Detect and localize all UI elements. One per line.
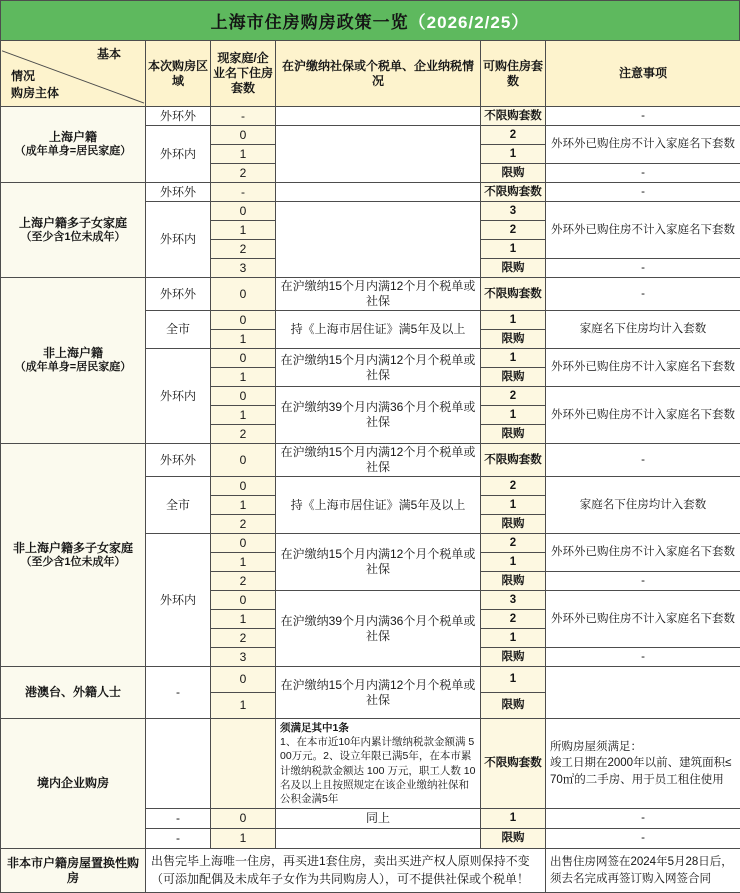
- owned-count-cell: -: [211, 107, 276, 126]
- owned-count-cell: 1: [211, 221, 276, 240]
- owned-count-cell: 1: [211, 610, 276, 629]
- col-header-tax: 在沪缴纳社保或个税单、企业纳税情况: [276, 41, 481, 107]
- tax-cell: 在沪缴纳15个月内满12个月个税单或社保: [276, 444, 481, 477]
- quota-cell: 不限购套数: [481, 278, 546, 311]
- owned-count-cell: 3: [211, 648, 276, 667]
- note-cell: -: [546, 809, 740, 829]
- buyer-type-name: 上海户籍: [3, 130, 143, 145]
- quota-cell: 3: [481, 202, 546, 221]
- tax-cell-empty: [276, 829, 481, 849]
- owned-count-cell: 1: [211, 145, 276, 164]
- page-title: [0, 0, 740, 40]
- quota-cell: 限购: [481, 829, 546, 849]
- quota-cell: 1: [481, 809, 546, 829]
- col-header-notes: 注意事项: [546, 41, 740, 107]
- note-cell: 外环外已购住房不计入家庭名下套数: [546, 349, 740, 387]
- title-date: （2026/2/25）: [409, 8, 530, 33]
- owned-count-cell: 2: [211, 425, 276, 444]
- tax-cell: 在沪缴纳15个月内满12个月个税单或社保: [276, 349, 481, 387]
- note-title: 所购房屋须满足：: [550, 739, 736, 755]
- tax-cell-empty: [276, 183, 481, 202]
- note-cell: -: [546, 107, 740, 126]
- note-cell: 家庭名下住房均计入套数: [546, 311, 740, 349]
- area-cell: -: [146, 667, 211, 719]
- owned-count-cell: 1: [211, 553, 276, 572]
- note-cell: 外环外已购住房不计入家庭名下套数: [546, 387, 740, 444]
- owned-count-cell: 0: [211, 387, 276, 406]
- owned-count-cell: 1: [211, 330, 276, 349]
- owned-count-cell: 2: [211, 164, 276, 183]
- tax-cell-empty: [276, 126, 481, 183]
- buyer-type-qualifier: （成年单身=居民家庭）: [3, 361, 143, 375]
- header-row: [1, 41, 740, 107]
- note-cell: [546, 719, 740, 809]
- area-cell: 外环内: [146, 126, 211, 183]
- note-cell: -: [546, 829, 740, 849]
- note-cell: 家庭名下住房均计入套数: [546, 477, 740, 534]
- quota-cell: 1: [481, 406, 546, 425]
- tax-condition-cell: [276, 719, 481, 809]
- note-cell: 外环外已购住房不计入家庭名下套数: [546, 202, 740, 259]
- quota-cell: 限购: [481, 330, 546, 349]
- area-cell: 外环内: [146, 534, 211, 667]
- quota-cell: 1: [481, 240, 546, 259]
- owned-count-cell: 0: [211, 534, 276, 553]
- quota-cell: 2: [481, 221, 546, 240]
- buyer-type-name: 港澳台、外籍人士: [3, 685, 143, 700]
- title-text: 上海市住房购房政策一览: [211, 8, 409, 33]
- owned-count-cell: 0: [211, 809, 276, 829]
- quota-cell: 2: [481, 126, 546, 145]
- quota-cell: 2: [481, 534, 546, 553]
- quota-cell: 不限购套数: [481, 444, 546, 477]
- tax-cell: 持《上海市居住证》满5年及以上: [276, 477, 481, 534]
- quota-cell: 限购: [481, 515, 546, 534]
- owned-count-cell: 0: [211, 311, 276, 330]
- owned-count-cell: 0: [211, 444, 276, 477]
- owned-count-cell: 2: [211, 515, 276, 534]
- table-row: [1, 183, 740, 202]
- quota-cell: 3: [481, 591, 546, 610]
- buyer-type-cell: [1, 849, 146, 893]
- buyer-type-qualifier: （至少含1位未成年）: [3, 556, 143, 570]
- owned-count-cell: 0: [211, 126, 276, 145]
- buyer-type-cell: [1, 183, 146, 278]
- tax-cell: 在沪缴纳39个月内满36个月个税单或社保: [276, 591, 481, 667]
- owned-count-cell: 0: [211, 349, 276, 368]
- table-row: [1, 107, 740, 126]
- tax-cell: 在沪缴纳39个月内满36个月个税单或社保: [276, 387, 481, 444]
- tax-cell: 在沪缴纳15个月内满12个月个税单或社保: [276, 534, 481, 591]
- col-header-quota: 可购住房套数: [481, 41, 546, 107]
- owned-count-cell: 2: [211, 629, 276, 648]
- area-cell: 外环外: [146, 278, 211, 311]
- buyer-type-name: 上海户籍多子女家庭: [3, 216, 143, 231]
- buyer-type-name: 非本市户籍房屋置换性购房: [3, 856, 143, 886]
- note-body: 竣工日期在2000年以前、建筑面积≤70㎡的二手房、用于员工租住使用: [550, 755, 736, 787]
- area-cell: -: [146, 829, 211, 849]
- owned-count-cell: 0: [211, 278, 276, 311]
- owned-count-cell: 1: [211, 368, 276, 387]
- owned-count-cell: -: [211, 183, 276, 202]
- exchange-policy-cell: 出售完毕上海唯一住房，再买进1套住房，卖出买进产权人原则保持不变（可添加配偶及未成年子女作为共同购房人），可不提供社保或个税单！: [146, 849, 546, 893]
- buyer-type-qualifier: （成年单身=居民家庭）: [3, 145, 143, 159]
- area-cell-empty: [146, 719, 211, 809]
- note-cell-empty: [546, 667, 740, 719]
- quota-cell: 不限购套数: [481, 719, 546, 809]
- note-cell: -: [546, 278, 740, 311]
- owned-count-cell: 3: [211, 259, 276, 278]
- owned-count-cell: 0: [211, 591, 276, 610]
- quota-cell: 1: [481, 145, 546, 164]
- tax-cell: 同上: [276, 809, 481, 829]
- buyer-type-cell: [1, 667, 146, 719]
- owned-count-cell: 1: [211, 829, 276, 849]
- quota-cell: 限购: [481, 648, 546, 667]
- owned-count-cell: 0: [211, 667, 276, 693]
- area-cell: 全市: [146, 477, 211, 534]
- area-cell: 外环外: [146, 444, 211, 477]
- owned-count-cell: 0: [211, 202, 276, 221]
- quota-cell: 1: [481, 667, 546, 693]
- tax-cell: 在沪缴纳15个月内满12个月个税单或社保: [276, 278, 481, 311]
- buyer-type-name: 非上海户籍多子女家庭: [3, 541, 143, 556]
- note-cell: 外环外已购住房不计入家庭名下套数: [546, 126, 740, 164]
- corner-header-cell: [1, 41, 146, 107]
- col-header-owned: 现家庭/企业名下住房套数: [211, 41, 276, 107]
- note-cell: -: [546, 572, 740, 591]
- buyer-type-name: 境内企业购房: [3, 776, 143, 791]
- note-cell: 外环外已购住房不计入家庭名下套数: [546, 534, 740, 572]
- area-cell: -: [146, 809, 211, 829]
- quota-cell: 限购: [481, 693, 546, 719]
- tax-cell: 持《上海市居住证》满5年及以上: [276, 311, 481, 349]
- quota-cell: 1: [481, 629, 546, 648]
- quota-cell: 不限购套数: [481, 183, 546, 202]
- quota-cell: 2: [481, 387, 546, 406]
- tax-cell: 在沪缴纳15个月内满12个月个税单或社保: [276, 667, 481, 719]
- buyer-type-cell: [1, 719, 146, 849]
- col-header-area: 本次购房区域: [146, 41, 211, 107]
- table-row: [1, 849, 740, 893]
- quota-cell: 2: [481, 610, 546, 629]
- buyer-type-qualifier: （至少含1位未成年）: [3, 231, 143, 245]
- owned-count-cell: 2: [211, 572, 276, 591]
- tax-cell-empty: [276, 107, 481, 126]
- note-cell: -: [546, 648, 740, 667]
- area-cell: 外环内: [146, 349, 211, 444]
- tax-condition-title: 须满足其中1条: [280, 721, 476, 735]
- buyer-type-cell: [1, 107, 146, 183]
- note-cell: -: [546, 259, 740, 278]
- owned-count-cell: 2: [211, 240, 276, 259]
- table-row: [1, 719, 740, 809]
- area-cell: 外环外: [146, 107, 211, 126]
- buyer-type-cell: [1, 278, 146, 444]
- area-cell: 外环内: [146, 202, 211, 278]
- quota-cell: 2: [481, 477, 546, 496]
- tax-condition-body: 1、在本市近10年内累计缴纳税款金额满 500万元。2、设立年限已满5年，在本市累计缴纳税款金额达 100 万元，职工人数 10 名及以上且按照规定在该企业缴纳社保和公积金满5年: [280, 735, 476, 806]
- note-cell: -: [546, 444, 740, 477]
- buyer-type-name: 非上海户籍: [3, 346, 143, 361]
- table-row: [1, 444, 740, 477]
- quota-cell: 限购: [481, 164, 546, 183]
- corner-axis-label: 购房主体: [11, 86, 59, 101]
- quota-cell: 限购: [481, 259, 546, 278]
- quota-cell: 不限购套数: [481, 107, 546, 126]
- table-row: [1, 278, 740, 311]
- quota-cell: 1: [481, 553, 546, 572]
- tax-cell-empty: [276, 202, 481, 278]
- owned-count-cell: 1: [211, 693, 276, 719]
- note-cell: -: [546, 183, 740, 202]
- quota-cell: 限购: [481, 368, 546, 387]
- owned-count-cell: 1: [211, 496, 276, 515]
- corner-basic-label-1: 基本: [97, 47, 121, 62]
- quota-cell: 限购: [481, 572, 546, 591]
- owned-count-cell: 0: [211, 477, 276, 496]
- owned-count-cell-empty: [211, 719, 276, 809]
- corner-basic-label-2: 情况: [11, 69, 35, 84]
- policy-table: [0, 40, 740, 893]
- note-cell: 外环外已购住房不计入家庭名下套数: [546, 591, 740, 648]
- note-cell: -: [546, 164, 740, 183]
- buyer-type-cell: [1, 444, 146, 667]
- table-row: [1, 667, 740, 693]
- area-cell: 全市: [146, 311, 211, 349]
- quota-cell: 1: [481, 349, 546, 368]
- quota-cell: 1: [481, 496, 546, 515]
- quota-cell: 限购: [481, 425, 546, 444]
- area-cell: 外环外: [146, 183, 211, 202]
- owned-count-cell: 1: [211, 406, 276, 425]
- quota-cell: 1: [481, 311, 546, 330]
- note-cell: 出售住房网签在2024年5月28日后，须去名完成再签订购入网签合同: [546, 849, 740, 893]
